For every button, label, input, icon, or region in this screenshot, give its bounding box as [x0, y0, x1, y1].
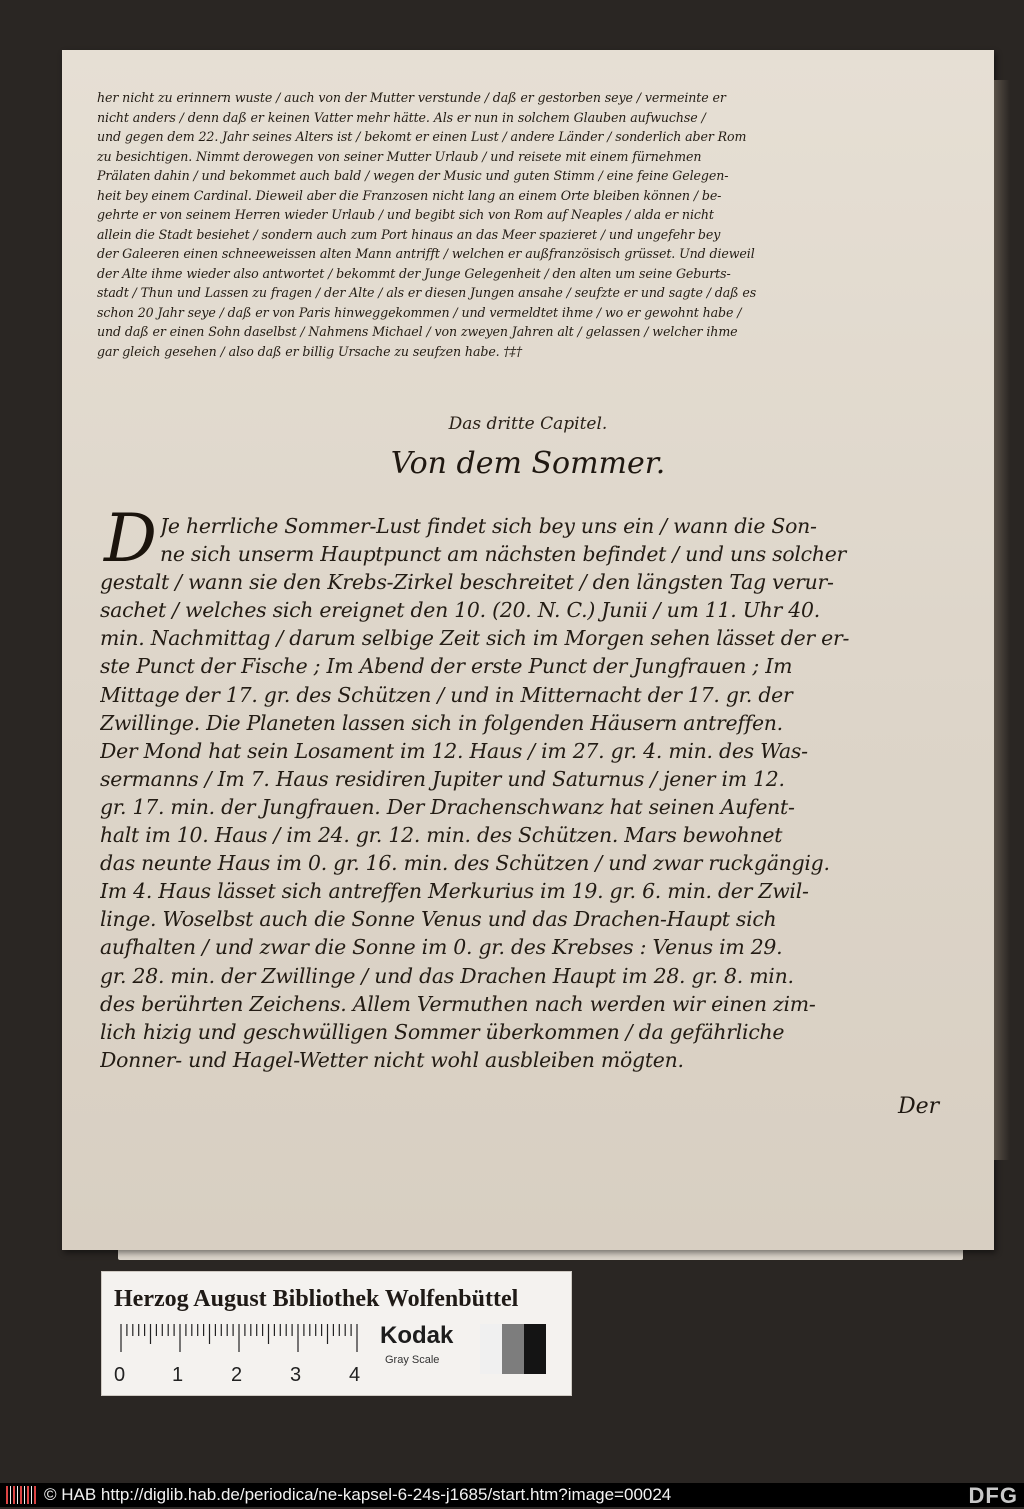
- ruler-number: 0: [114, 1364, 126, 1386]
- ruler-numbers: [110, 1364, 370, 1388]
- gray-scale-card: [101, 1271, 572, 1396]
- text-line: gr. 28. min. der Zwillinge / und das Drachen Haupt im 28. gr. 8. min.: [100, 963, 794, 988]
- chapter-title: Von dem Sommer.: [390, 446, 666, 481]
- ruler-number: 4: [349, 1364, 361, 1386]
- gray-scale-label: Gray Scale: [385, 1354, 440, 1366]
- text-line: nicht anders / denn daß er keinen Vatter mehr hätte. Als er nun in solchem Glauben aufwuchse /: [97, 109, 706, 125]
- text-line: halt im 10. Haus / im 24. gr. 12. min. des Schützen. Mars bewohnet: [100, 823, 783, 848]
- text-line: der Galeeren einen schneeweissen alten Mann antrifft / welchen er außfranzösisch grüsset. Und dieweil: [97, 246, 755, 261]
- text-line: gestalt / wann sie den Krebs-Zirkel beschreitet / den längsten Tag verur-: [100, 570, 834, 595]
- text-line: das neunte Haus im 0. gr. 16. min. des Schützen / und zwar ruckgängig.: [100, 851, 830, 876]
- text-line: und daß er einen Sohn daselbst / Nahmens Michael / von zweyen Jahren alt / gelassen / welcher ihme: [97, 324, 738, 339]
- kodak-logo: Kodak: [380, 1322, 454, 1349]
- text-line: heit bey einem Cardinal. Dieweil aber die Franzosen nicht lang an einem Orte bleiben können / be-: [97, 187, 722, 203]
- paragraph-summer: [100, 512, 960, 1074]
- text-line: Je herrliche Sommer-Lust findet sich bey uns ein / wann die Son-: [160, 514, 817, 538]
- text-line: ne sich unserm Hauptpunct am nächsten befindet / und uns solcher: [160, 542, 847, 567]
- text-line: schon 20 Jahr seye / daß er von Paris hinweggekommen / und vermeldtet ihme / wo er gewohnt habe /: [97, 304, 742, 320]
- text-line: zu besichtigen. Nimmt derowegen von seiner Mutter Urlaub / und reisete mit einem fürnehmen: [97, 148, 702, 164]
- text-line: allein die Stadt besiehet / sondern auch zum Port hinaus an das Meer spazieret / und ungefehr bey: [97, 226, 721, 242]
- text-line: Der Mond hat sein Losament im 12. Haus / im 27. gr. 4. min. des Was-: [100, 738, 808, 763]
- text-line: sachet / welches sich ereignet den 10. (20. N. C.) Junii / um 11. Uhr 40.: [100, 598, 820, 623]
- text-line: stadt / Thun und Lassen zu fragen / der Alte / als er diesen Jungen ansahe / seufzte er und sagte / daß es: [97, 285, 757, 300]
- text-line: der Alte ihme wieder also antwortet / bekommt der Junge Gelegenheit / den alten um seine Geburts-: [97, 265, 731, 281]
- ruler-number: 2: [231, 1364, 243, 1386]
- ruler-number: 3: [290, 1364, 302, 1386]
- catchword: Der: [898, 1094, 940, 1119]
- text-line: ste Punct der Fische ; Im Abend der erste Punct der Jungfrauen ; Im: [100, 654, 793, 679]
- library-name: Herzog August Bibliothek Wolfenbüttel: [114, 1286, 519, 1312]
- dfg-logo: DFG: [968, 1483, 1018, 1508]
- swatch-white: [480, 1324, 502, 1374]
- text-line: Im 4. Haus lässet sich antreffen Merkurius im 19. gr. 6. min. der Zwil-: [100, 879, 809, 904]
- text-line: des berührten Zeichens. Allem Vermuthen nach werden wir einen zim-: [100, 991, 816, 1016]
- text-line: gar gleich gesehen / also daß er billig Ursache zu seufzen habe. †‡†: [97, 343, 523, 359]
- text-line: aufhalten / und zwar die Sonne im 0. gr. des Krebses : Venus im 29.: [100, 935, 783, 960]
- ruler-number: 1: [172, 1364, 184, 1386]
- text-line: Mittage der 17. gr. des Schützen / und in Mitternacht der 17. gr. der: [100, 682, 793, 707]
- swatch-gray: [502, 1324, 524, 1374]
- gray-swatches: [480, 1324, 546, 1374]
- text-line: gehrte er von seinem Herren wieder Urlaub / und begibt sich von Rom auf Neaples / alda er nicht: [97, 207, 714, 222]
- barcode-icon: [6, 1486, 38, 1504]
- drop-cap: D: [104, 500, 157, 577]
- text-line: min. Nachmittag / darum selbige Zeit sich im Morgen sehen lässet der er-: [100, 626, 850, 651]
- text-line: lich hizig und geschwülligen Sommer überkommen / da gefährliche: [100, 1019, 785, 1044]
- text-line: Zwillinge. Die Planeten lassen sich in folgenden Häusern antreffen.: [100, 710, 783, 735]
- chapter-subtitle: Das dritte Capitel.: [448, 414, 608, 434]
- text-line: her nicht zu erinnern wuste / auch von der Mutter verstunde / daß er gestorben seye / vermeinte er: [97, 90, 726, 105]
- footer-bar: [0, 1483, 1024, 1507]
- swatch-black: [524, 1324, 546, 1374]
- text-line: Prälaten dahin / und bekommet auch bald / wegen der Music und guten Stimm / eine feine Gelegen-: [97, 168, 729, 183]
- text-line: gr. 17. min. der Jungfrauen. Der Drachenschwanz hat seinen Aufent-: [100, 794, 795, 819]
- text-line: sermanns / Im 7. Haus residiren Jupiter und Saturnus / jener im 12.: [100, 766, 785, 791]
- text-line: linge. Woselbst auch die Sonne Venus und das Drachen-Haupt sich: [100, 907, 777, 932]
- text-line: Donner- und Hagel-Wetter nicht wohl ausbleiben mögten.: [100, 1047, 684, 1072]
- paragraph-prev-chapter: [97, 88, 967, 361]
- source-url[interactable]: © HAB http://diglib.hab.de/periodica/ne-kapsel-6-24s-j1685/start.htm?image=00024: [44, 1485, 672, 1504]
- text-line: und gegen dem 22. Jahr seines Alters ist / bekomt er einen Lust / andere Länder / sonderlich aber Rom: [97, 129, 747, 144]
- ruler-ticks: [118, 1324, 364, 1354]
